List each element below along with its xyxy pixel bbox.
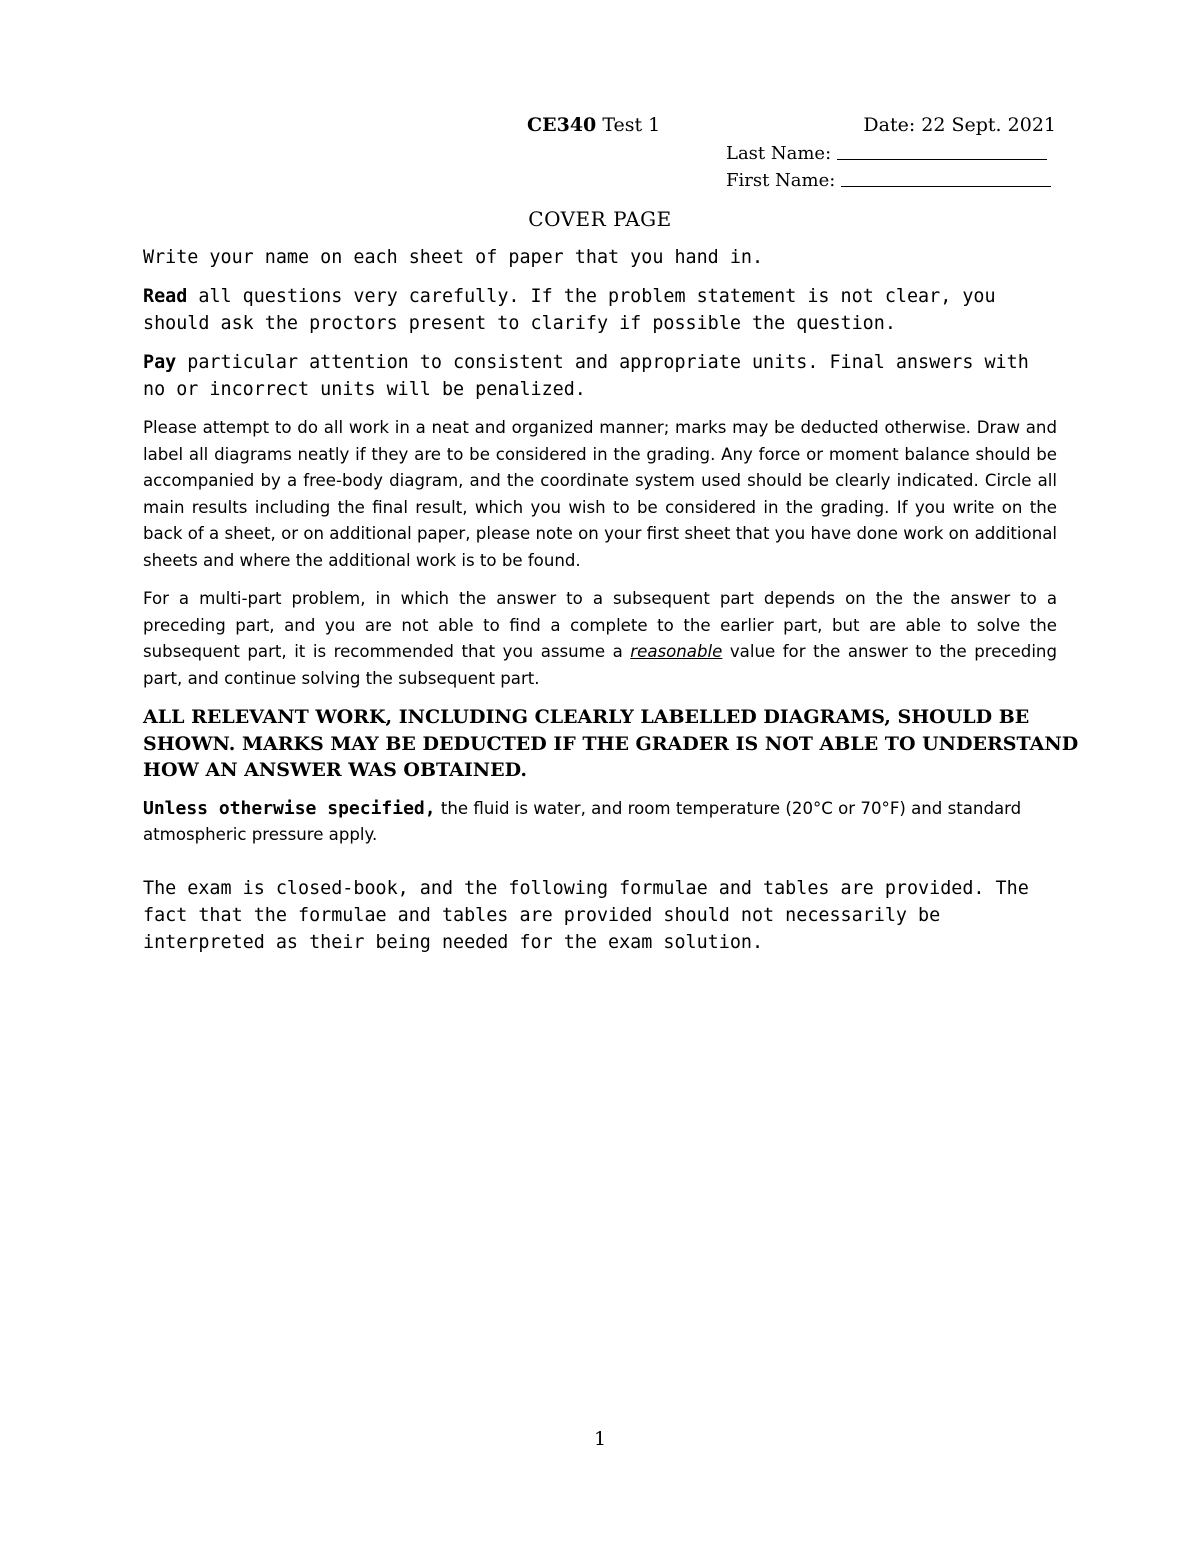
instruction-multipart-emphasis: reasonable <box>630 642 723 661</box>
instruction-multipart <box>143 586 1057 692</box>
first-name-blank <box>841 172 1051 187</box>
instruction-closed-book: The exam is closed-book, and the following formulae and tables are provided. The fact that the formulae and tables are provided should not necessarily be interpreted as their being needed for the exam solution. <box>143 877 1029 953</box>
instruction-read-lead: Read <box>143 286 188 307</box>
course-title <box>527 114 660 136</box>
instruction-fluid-text: the fluid is water, and room temperature (20°C or 70°F) and standard atmospheric pressure apply. <box>143 798 1022 844</box>
instruction-name: Write your name on each sheet of paper that you hand in. <box>143 247 764 268</box>
instruction-neatness: Please attempt to do all work in a neat and organized manner; marks may be deducted otherwise. Draw and label all diagrams neatly if they are to be considered in the grading. Any force or moment balance should be accompanied by a free-body diagram, and the coordinate system used should be clearly indicated. Circle all main results including the final result, which you wish to be considered in the grading. If you write on the back of a sheet, or on additional paper, please note on your first sheet that you have done work on additional sheets and where the additional work is to be found. <box>143 418 1057 570</box>
last-name-field <box>726 143 1047 164</box>
exam-date: Date: 22 Sept. 2021 <box>863 114 1056 136</box>
first-name-field <box>726 170 1051 191</box>
instruction-fluid <box>143 796 1057 849</box>
instruction-multipart-text-1: For a multi-part problem, in which the answer to a subsequent part depends on the the answer to a preceding part, and you are not able to find a complete to the earlier part, but are able to solve the subsequent part, it is recommended that you assume a <box>143 589 1057 661</box>
course-code: CE340 <box>527 114 597 136</box>
spacer <box>143 861 1057 875</box>
last-name-blank <box>837 145 1047 160</box>
first-name-label: First Name: <box>726 170 836 191</box>
instruction-units <box>143 349 1057 403</box>
page-number: 1 <box>593 1428 607 1450</box>
instruction-all-work-warning: ALL RELEVANT WORK, INCLUDING CLEARLY LABELLED DIAGRAMS, SHOULD BE SHOWN. MARKS MAY BE DEDUCTED IF THE GRADER IS NOT ABLE TO UNDERSTAND HOW AN ANSWER WAS OBTAINED. <box>143 706 1079 781</box>
cover-page-title: COVER PAGE <box>528 207 672 231</box>
instruction-units-lead: Pay <box>143 352 177 373</box>
instruction-fluid-lead: Unless otherwise specified, <box>143 797 436 819</box>
header <box>0 114 1200 144</box>
instruction-read <box>143 283 1057 337</box>
instruction-units-text: particular attention to consistent and appropriate units. Final answers with no or incorrect units will be penalized. <box>143 352 1029 400</box>
test-label: Test 1 <box>602 114 661 136</box>
instruction-read-text: all questions very carefully. If the problem statement is not clear, you should ask the proctors present to clarify if possible the question. <box>143 286 996 334</box>
instructions <box>143 244 1079 968</box>
last-name-label: Last Name: <box>726 143 832 164</box>
instruction-multipart-text-2: value for the answer to the preceding part, and continue solving the subsequent part. <box>143 642 1057 688</box>
